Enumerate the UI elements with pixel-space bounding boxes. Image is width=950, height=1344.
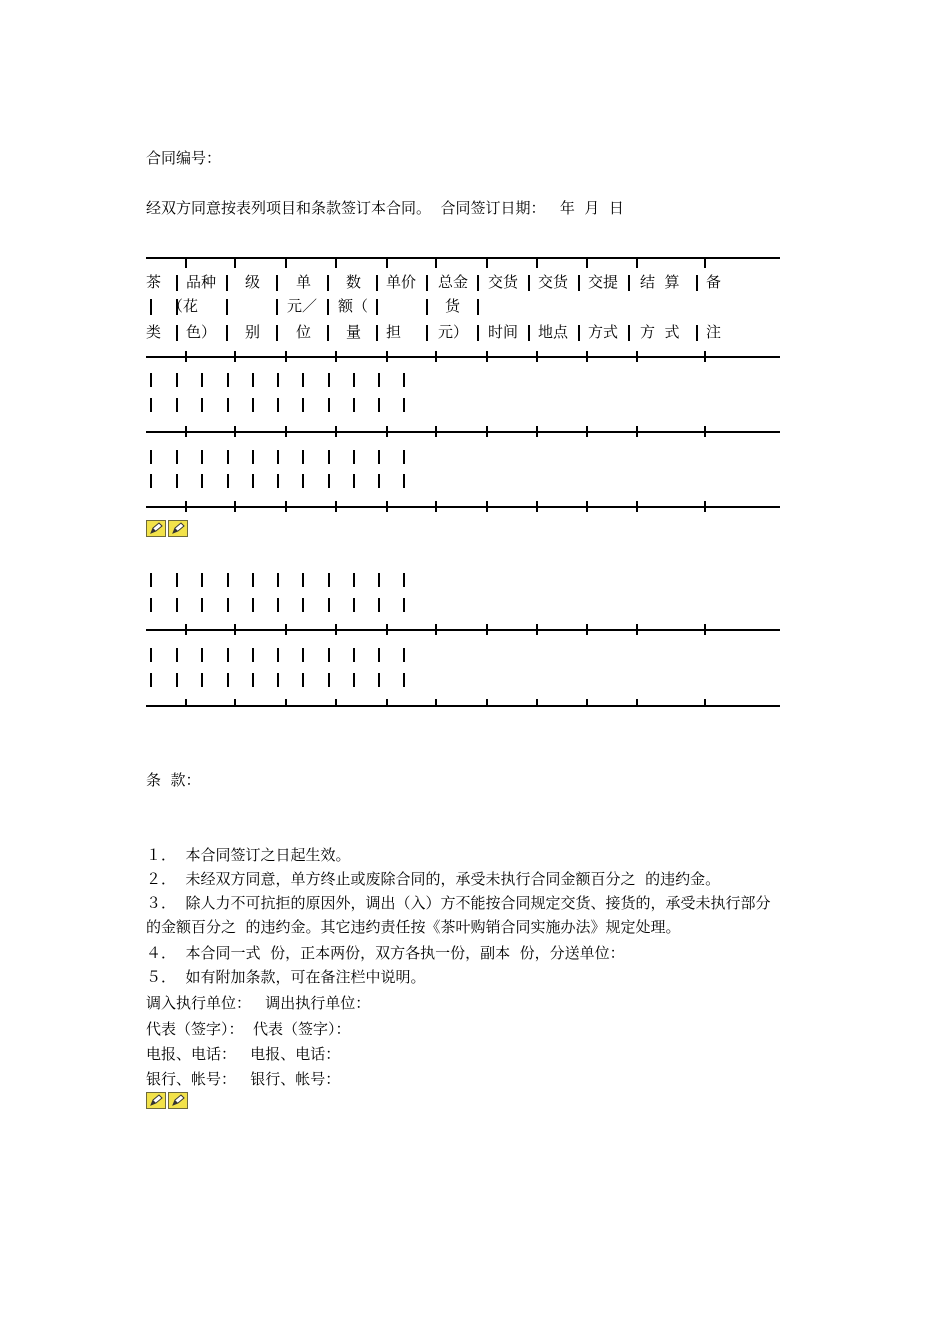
cell-border-bar: [328, 450, 330, 464]
cell-border-bar: [353, 474, 355, 488]
header-cell-text: 交货: [538, 273, 569, 291]
table-rule: [146, 506, 780, 508]
header-cell-text: 方 式: [640, 323, 680, 341]
header-border-bar: [426, 299, 428, 315]
column-tick: [185, 426, 187, 437]
header-border-bar: [578, 275, 580, 291]
cell-border-bar: [150, 398, 152, 412]
cell-border-bar: [353, 450, 355, 464]
column-tick: [586, 257, 588, 268]
cell-border-bar: [378, 450, 380, 464]
cell-border-bar: [150, 598, 152, 612]
cell-border-bar: [302, 648, 304, 662]
header-border-bar: [150, 299, 152, 315]
header-cell-text: 品种: [186, 273, 217, 291]
cell-border-bar: [201, 373, 203, 387]
cell-border-bar: [201, 573, 203, 587]
cell-border-bar: [227, 373, 229, 387]
terms-title: 条 款：: [146, 771, 201, 789]
table-rule: [146, 257, 780, 259]
cell-border-bar: [176, 573, 178, 587]
column-tick: [335, 426, 337, 437]
header-cell-text: 量: [346, 323, 362, 341]
cell-border-bar: [277, 474, 279, 488]
header-cell-text: 注: [706, 323, 722, 341]
column-tick: [586, 351, 588, 362]
header-border-bar: [477, 325, 479, 341]
header-border-bar: [276, 325, 278, 341]
cell-border-bar: [176, 474, 178, 488]
cell-border-bar: [378, 673, 380, 687]
header-cell-text: 总金: [438, 273, 469, 291]
header-border-bar: [327, 325, 329, 341]
table-rule: [146, 629, 780, 631]
column-tick: [386, 624, 388, 635]
cell-border-bar: [252, 673, 254, 687]
cell-border-bar: [328, 598, 330, 612]
column-tick: [285, 624, 287, 635]
column-tick: [234, 351, 236, 362]
header-border-bar: [327, 299, 329, 315]
cell-border-bar: [176, 373, 178, 387]
cell-border-bar: [378, 573, 380, 587]
cell-border-bar: [277, 373, 279, 387]
column-tick: [285, 257, 287, 268]
cell-border-bar: [277, 450, 279, 464]
header-cell-text: 方式: [588, 323, 619, 341]
column-tick: [586, 501, 588, 512]
cell-border-bar: [302, 573, 304, 587]
column-tick: [586, 426, 588, 437]
clause-2: ２． 未经双方同意，单方终止或废除合同的，承受未执行合同金额百分之 的违约金。: [146, 870, 721, 888]
header-cell-text: 元）: [438, 323, 469, 341]
header-border-bar: [226, 275, 228, 291]
header-border-bar: [696, 325, 698, 341]
column-tick: [435, 351, 437, 362]
column-tick: [536, 351, 538, 362]
cell-border-bar: [150, 373, 152, 387]
column-tick: [486, 351, 488, 362]
edit-icon[interactable]: [146, 520, 166, 537]
column-tick: [185, 351, 187, 362]
header-border-bar: [528, 275, 530, 291]
cell-border-bar: [252, 573, 254, 587]
column-tick: [586, 699, 588, 706]
header-cell-text: 类: [146, 323, 162, 341]
cell-border-bar: [353, 398, 355, 412]
cell-border-bar: [252, 598, 254, 612]
signature-representatives: 代表（签字）： 代表（签字）：: [146, 1020, 351, 1038]
cell-border-bar: [150, 450, 152, 464]
header-border-bar: [477, 299, 479, 315]
column-tick: [435, 624, 437, 635]
column-tick: [234, 501, 236, 512]
column-tick: [234, 257, 236, 268]
cell-border-bar: [403, 648, 405, 662]
column-tick: [234, 624, 236, 635]
column-tick: [536, 501, 538, 512]
cell-border-bar: [201, 598, 203, 612]
column-tick: [536, 699, 538, 706]
column-tick: [285, 351, 287, 362]
column-tick: [335, 257, 337, 268]
column-tick: [636, 624, 638, 635]
column-tick: [386, 351, 388, 362]
cell-border-bar: [277, 648, 279, 662]
header-cell-text: 时间: [488, 323, 519, 341]
cell-border-bar: [328, 398, 330, 412]
header-cell-text: 色）: [186, 323, 217, 341]
cell-border-bar: [227, 398, 229, 412]
column-tick: [704, 257, 706, 268]
column-tick: [285, 699, 287, 706]
cell-border-bar: [227, 450, 229, 464]
cell-border-bar: [403, 573, 405, 587]
cell-border-bar: [353, 598, 355, 612]
header-cell-text: 元／: [287, 297, 318, 315]
cell-border-bar: [403, 450, 405, 464]
header-cell-text: 货: [445, 297, 461, 315]
cell-border-bar: [378, 648, 380, 662]
cell-border-bar: [353, 673, 355, 687]
cell-border-bar: [227, 598, 229, 612]
header-border-bar: [696, 275, 698, 291]
header-border-bar: [426, 325, 428, 341]
cell-border-bar: [252, 398, 254, 412]
header-cell-text: （花: [168, 297, 199, 315]
column-tick: [285, 501, 287, 512]
column-tick: [386, 699, 388, 706]
icon-group-1: [146, 520, 188, 537]
cell-border-bar: [302, 474, 304, 488]
cell-border-bar: [252, 450, 254, 464]
cell-border-bar: [227, 648, 229, 662]
header-cell-text: 单: [296, 273, 312, 291]
column-tick: [435, 257, 437, 268]
header-border-bar: [376, 275, 378, 291]
column-tick: [335, 351, 337, 362]
cell-border-bar: [201, 450, 203, 464]
column-tick: [386, 426, 388, 437]
cell-border-bar: [201, 648, 203, 662]
cell-border-bar: [252, 648, 254, 662]
cell-border-bar: [150, 648, 152, 662]
column-tick: [386, 501, 388, 512]
column-tick: [704, 351, 706, 362]
header-border-bar: [376, 325, 378, 341]
cell-border-bar: [277, 673, 279, 687]
header-border-bar: [426, 275, 428, 291]
cell-border-bar: [328, 373, 330, 387]
header-cell-text: 别: [245, 323, 261, 341]
header-border-bar: [276, 299, 278, 315]
header-border-bar: [327, 275, 329, 291]
cell-border-bar: [302, 450, 304, 464]
cell-border-bar: [353, 573, 355, 587]
cell-border-bar: [150, 474, 152, 488]
column-tick: [185, 257, 187, 268]
header-border-bar: [176, 325, 178, 341]
header-cell-text: 位: [296, 323, 312, 341]
cell-border-bar: [302, 373, 304, 387]
column-tick: [636, 699, 638, 706]
intro-text: 经双方同意按表列项目和条款签订本合同。 合同签订日期： 年 月 日: [146, 199, 624, 217]
cell-border-bar: [176, 450, 178, 464]
edit-icon[interactable]: [146, 1092, 166, 1109]
column-tick: [636, 351, 638, 362]
column-tick: [536, 624, 538, 635]
column-tick: [486, 699, 488, 706]
icon-group-2: [146, 1092, 188, 1109]
contract-number-label: 合同编号：: [146, 149, 222, 167]
header-cell-text: 交货: [488, 273, 519, 291]
clause-3: ３． 除人力不可抗拒的原因外，调出（入）方不能按合同规定交货、接货的，承受未执行部分: [146, 894, 771, 912]
cell-border-bar: [150, 573, 152, 587]
cell-border-bar: [252, 373, 254, 387]
column-tick: [435, 699, 437, 706]
header-cell-text: 结 算: [640, 273, 680, 291]
cell-border-bar: [403, 598, 405, 612]
cell-border-bar: [328, 648, 330, 662]
column-tick: [234, 426, 236, 437]
table-rule: [146, 705, 780, 707]
column-tick: [486, 257, 488, 268]
header-cell-text: 茶: [146, 273, 162, 291]
column-tick: [335, 624, 337, 635]
column-tick: [486, 501, 488, 512]
header-border-bar: [578, 325, 580, 341]
column-tick: [536, 257, 538, 268]
column-tick: [234, 699, 236, 706]
column-tick: [386, 257, 388, 268]
cell-border-bar: [378, 373, 380, 387]
cell-border-bar: [176, 648, 178, 662]
cell-border-bar: [403, 398, 405, 412]
cell-border-bar: [378, 598, 380, 612]
cell-border-bar: [227, 573, 229, 587]
cell-border-bar: [227, 474, 229, 488]
column-tick: [704, 624, 706, 635]
header-border-bar: [376, 299, 378, 315]
column-tick: [636, 426, 638, 437]
signature-banks: 银行、帐号： 银行、帐号：: [146, 1070, 341, 1088]
column-tick: [704, 501, 706, 512]
header-border-bar: [477, 275, 479, 291]
edit-icon[interactable]: [168, 520, 188, 537]
cell-border-bar: [353, 373, 355, 387]
header-cell-text: 地点: [538, 323, 569, 341]
clause-4: ４． 本合同一式 份，正本两份，双方各执一份，副本 份，分送单位：: [146, 944, 625, 962]
cell-border-bar: [378, 474, 380, 488]
column-tick: [586, 624, 588, 635]
header-cell-text: 交提: [588, 273, 619, 291]
column-tick: [185, 624, 187, 635]
header-cell-text: 数: [346, 273, 362, 291]
header-border-bar: [226, 325, 228, 341]
column-tick: [185, 699, 187, 706]
column-tick: [704, 699, 706, 706]
table-rule: [146, 356, 780, 358]
signature-units: 调入执行单位： 调出执行单位：: [146, 994, 371, 1012]
cell-border-bar: [353, 648, 355, 662]
column-tick: [636, 501, 638, 512]
header-cell-text: 额（: [338, 297, 369, 315]
table-rule: [146, 431, 780, 433]
header-cell-text: 备: [706, 273, 722, 291]
cell-border-bar: [328, 673, 330, 687]
column-tick: [185, 501, 187, 512]
header-border-bar: [176, 275, 178, 291]
column-tick: [435, 501, 437, 512]
cell-border-bar: [403, 673, 405, 687]
cell-border-bar: [378, 398, 380, 412]
signature-phones: 电报、电话： 电报、电话：: [146, 1045, 341, 1063]
cell-border-bar: [201, 474, 203, 488]
cell-border-bar: [328, 474, 330, 488]
cell-border-bar: [328, 573, 330, 587]
column-tick: [536, 426, 538, 437]
cell-border-bar: [277, 573, 279, 587]
header-cell-text: 担: [386, 323, 402, 341]
cell-border-bar: [277, 398, 279, 412]
cell-border-bar: [176, 673, 178, 687]
cell-border-bar: [403, 373, 405, 387]
header-border-bar: [528, 325, 530, 341]
clause-3-continued: 的金额百分之 的违约金。其它违约责任按《茶叶购销合同实施办法》规定处理。: [146, 918, 681, 936]
header-border-bar: [628, 325, 630, 341]
column-tick: [486, 426, 488, 437]
column-tick: [335, 501, 337, 512]
cell-border-bar: [277, 598, 279, 612]
cell-border-bar: [302, 398, 304, 412]
column-tick: [636, 257, 638, 268]
header-cell-text: 单价: [386, 273, 417, 291]
header-border-bar: [276, 275, 278, 291]
cell-border-bar: [403, 474, 405, 488]
cell-border-bar: [201, 398, 203, 412]
edit-icon[interactable]: [168, 1092, 188, 1109]
header-border-bar: [226, 299, 228, 315]
cell-border-bar: [201, 673, 203, 687]
column-tick: [435, 426, 437, 437]
header-cell-text: 级: [245, 273, 261, 291]
column-tick: [486, 624, 488, 635]
column-tick: [285, 426, 287, 437]
cell-border-bar: [150, 673, 152, 687]
column-tick: [335, 699, 337, 706]
header-border-bar: [628, 275, 630, 291]
clause-5: ５． 如有附加条款，可在备注栏中说明。: [146, 968, 426, 986]
cell-border-bar: [252, 474, 254, 488]
cell-border-bar: [302, 673, 304, 687]
cell-border-bar: [176, 598, 178, 612]
cell-border-bar: [227, 673, 229, 687]
clause-1: １． 本合同签订之日起生效。: [146, 846, 351, 864]
column-tick: [704, 426, 706, 437]
cell-border-bar: [176, 398, 178, 412]
cell-border-bar: [302, 598, 304, 612]
